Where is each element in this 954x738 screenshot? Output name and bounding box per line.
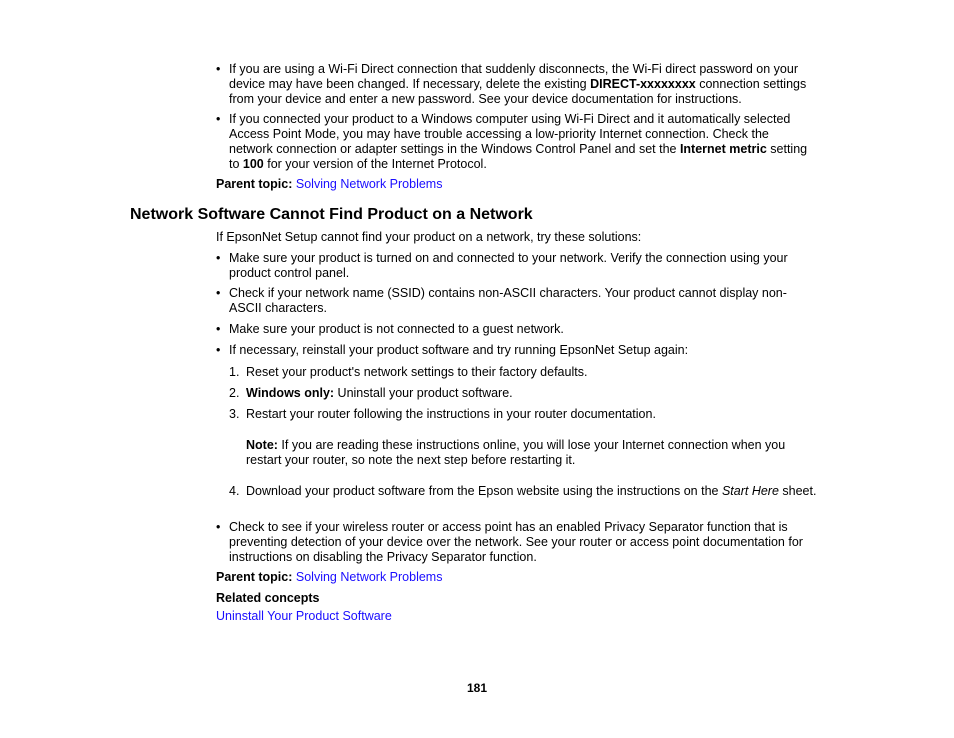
related-concepts-list: [216, 609, 392, 624]
parent-topic-2: [216, 570, 442, 585]
parent-topic-1: [216, 177, 442, 192]
step-3: 3. Restart your router following the instructions in your router documentation.: [229, 407, 656, 421]
step-1: 1. Reset your product's network settings to their factory defaults.: [229, 365, 588, 379]
step-2: 2. Windows only: Uninstall your product software.: [229, 386, 513, 400]
note-block: Note: If you are reading these instructions online, you will lose your Internet connection when you restart your router, so note the next step before restarting it.: [246, 438, 786, 467]
step-4: 4. Download your product software from the Epson website using the instructions on the Start Here sheet.: [229, 484, 817, 498]
bullet-reinstall: • If necessary, reinstall your product software and try running EpsonNet Setup again:: [216, 343, 816, 358]
parent-topic-link[interactable]: Solving Network Problems: [295, 570, 443, 584]
note-label: Note:: [246, 438, 278, 452]
parent-topic-label: Parent topic:: [216, 177, 293, 191]
bullet-wifi-direct-disconnect: • If you are using a Wi-Fi Direct connection that suddenly disconnects, the Wi-Fi direct password on your device may have been changed. If necessary, delete the existing DIRECT-xxxxxxxx connection settings from your device and enter a new password. See your device documentation for instructions.: [216, 62, 816, 107]
parent-topic-label: Parent topic:: [216, 570, 293, 584]
bullet-access-point-mode: • If you connected your product to a Windows computer using Wi-Fi Direct and it automatically selected Access Point Mode, you may have trouble accessing a low-priority Internet connection. Check the network connection or adapter settings in the Windows Control Panel and set the Internet metric setting to 100 for your version of the Internet Protocol.: [216, 112, 816, 172]
section-heading: Network Software Cannot Find Product on a Network: [130, 206, 533, 223]
related-concepts-heading: Related concepts: [216, 591, 320, 605]
bullet-product-on: • Make sure your product is turned on and connected to your network. Verify the connection using your product control panel.: [216, 251, 816, 281]
section-intro: If EpsonNet Setup cannot find your product on a network, try these solutions:: [216, 230, 642, 244]
bullet-guest-network: • Make sure your product is not connected to a guest network.: [216, 322, 816, 337]
parent-topic-link[interactable]: Solving Network Problems: [295, 177, 443, 191]
page-number: 181: [466, 681, 488, 695]
bullet-ssid-ascii: • Check if your network name (SSID) contains non-ASCII characters. Your product cannot display non-ASCII characters.: [216, 286, 816, 316]
related-link-uninstall[interactable]: Uninstall Your Product Software: [216, 609, 392, 623]
bullet-privacy-separator: • Check to see if your wireless router or access point has an enabled Privacy Separator function that is preventing detection of your device over the network. See your router or access point documentation for instructions on disabling the Privacy Separator function.: [216, 520, 816, 565]
